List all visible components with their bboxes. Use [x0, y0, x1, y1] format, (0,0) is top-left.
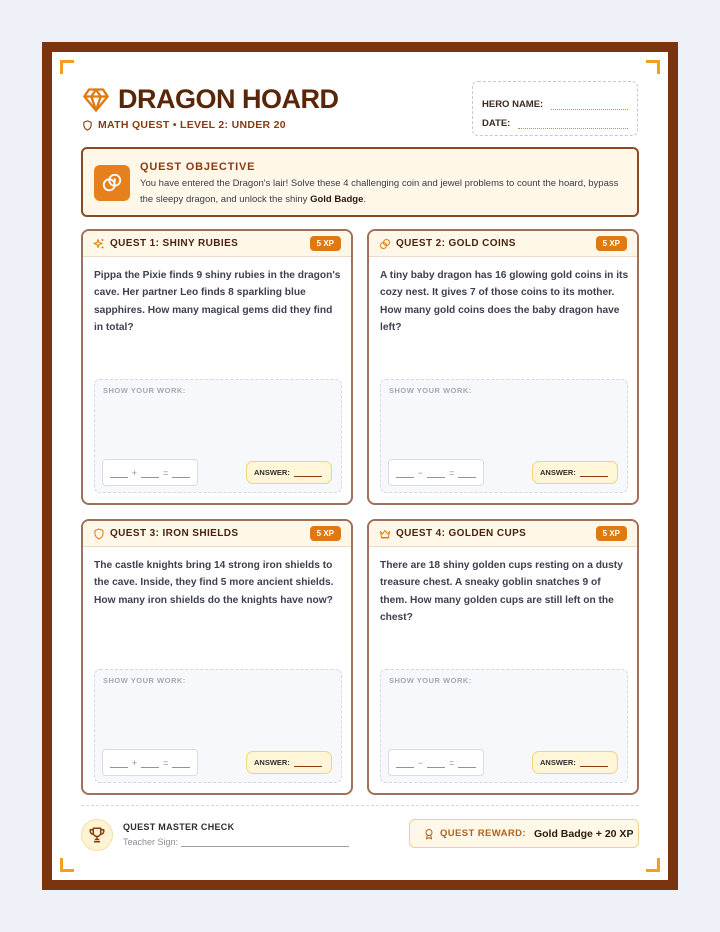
quest-title: QUEST 2: GOLD COINS — [396, 238, 516, 249]
objective-text — [140, 176, 630, 208]
work-label: SHOW YOUR WORK: — [103, 676, 186, 685]
equation-box — [102, 749, 198, 776]
teacher-sign-label: Teacher Sign: — [123, 837, 179, 847]
quest-card — [367, 229, 639, 505]
equals-sign: = — [449, 467, 455, 478]
answer-line[interactable] — [294, 469, 322, 477]
quest-title: QUEST 1: SHINY RUBIES — [110, 238, 239, 249]
quest-master-check-title: QUEST MASTER CHECK — [123, 822, 235, 832]
page-subtitle — [82, 119, 286, 131]
answer-box — [532, 751, 618, 774]
teacher-sign-field — [123, 837, 349, 847]
equation-blank[interactable] — [141, 758, 159, 768]
answer-box — [532, 461, 618, 484]
worksheet-frame — [42, 42, 678, 890]
quest-problem-text: A tiny baby dragon has 16 glowing gold coins in its cozy nest. It gives 7 of those coins to its mother. How many gold coins does the baby dragon have left? — [380, 270, 629, 334]
coins-icon — [101, 172, 123, 194]
answer-box — [246, 751, 332, 774]
work-label: SHOW YOUR WORK: — [103, 386, 186, 395]
equation-blank[interactable] — [458, 758, 476, 768]
equals-sign: = — [163, 467, 169, 478]
quest-problem-text: The castle knights bring 14 strong iron shields to the cave. Inside, they find 5 more ancient shields. How many iron shields do the knights have now? — [94, 560, 334, 606]
objective-title: QUEST OBJECTIVE — [140, 161, 256, 173]
equation-box — [102, 459, 198, 486]
work-label: SHOW YOUR WORK: — [389, 386, 472, 395]
operator-sign: + — [131, 757, 137, 768]
operator-sign: − — [417, 467, 423, 478]
work-area[interactable] — [94, 669, 342, 783]
equation-box — [388, 459, 484, 486]
equation-blank[interactable] — [458, 468, 476, 478]
xp-badge: 5 XP — [596, 526, 627, 541]
page-title: DRAGON HOARD — [118, 84, 339, 114]
medal-icon — [423, 828, 435, 840]
quest-card — [367, 519, 639, 795]
objective-icon — [94, 165, 130, 201]
answer-label: ANSWER: — [540, 468, 576, 477]
hero-name-line[interactable] — [551, 101, 628, 110]
hero-info-box — [472, 81, 638, 136]
coins-icon — [379, 238, 391, 250]
hero-name-label: HERO NAME: — [482, 99, 544, 110]
quest-card-header — [83, 231, 351, 257]
teacher-sign-line[interactable] — [181, 837, 349, 847]
reward-value: Gold Badge + 20 XP — [533, 827, 634, 840]
answer-label: ANSWER: — [254, 468, 290, 477]
equation-blank[interactable] — [110, 468, 128, 478]
work-area[interactable] — [94, 379, 342, 493]
corner-decoration — [60, 60, 74, 74]
crown-icon — [379, 528, 391, 540]
equation-blank[interactable] — [172, 468, 190, 478]
corner-decoration — [60, 858, 74, 872]
objective-highlight: Gold Badge — [310, 194, 364, 205]
equation-blank[interactable] — [427, 758, 445, 768]
sparkle-icon — [93, 238, 105, 250]
equation-blank[interactable] — [110, 758, 128, 768]
title-row — [82, 84, 339, 115]
xp-badge: 5 XP — [310, 236, 341, 251]
work-area[interactable] — [380, 379, 628, 493]
quest-title: QUEST 3: IRON SHIELDS — [110, 528, 239, 539]
corner-decoration — [646, 858, 660, 872]
operator-sign: + — [131, 467, 137, 478]
hero-name-field[interactable] — [482, 91, 628, 110]
quest-card-header — [369, 231, 637, 257]
equals-sign: = — [163, 757, 169, 768]
quest-problem-text: There are 18 shiny golden cups resting on a dusty treasure chest. A sneaky goblin snatches 9 of them. How many golden cups are still left on the chest? — [380, 560, 623, 624]
equation-blank[interactable] — [172, 758, 190, 768]
date-line[interactable] — [518, 120, 628, 129]
objective-text-end: . — [363, 194, 367, 205]
trophy-icon — [88, 826, 106, 844]
worksheet-paper — [52, 52, 668, 880]
objective-text-body: You have entered the Dragon's lair! Solve these 4 challenging coin and jewel problems to count the hoard, bypass the sleepy dragon, and unlock the shiny — [140, 178, 619, 205]
trophy-badge — [81, 819, 113, 851]
answer-line[interactable] — [580, 759, 608, 767]
corner-decoration — [646, 60, 660, 74]
quest-card-header — [369, 521, 637, 547]
answer-line[interactable] — [294, 759, 322, 767]
answer-label: ANSWER: — [540, 758, 576, 767]
equals-sign: = — [449, 757, 455, 768]
operator-sign: − — [417, 757, 423, 768]
quest-title: QUEST 4: GOLDEN CUPS — [396, 528, 527, 539]
answer-label: ANSWER: — [254, 758, 290, 767]
reward-label: QUEST REWARD: — [440, 828, 526, 839]
quest-reward-box — [409, 819, 639, 848]
equation-blank[interactable] — [141, 468, 159, 478]
answer-box — [246, 461, 332, 484]
date-field[interactable] — [482, 110, 628, 129]
work-area[interactable] — [380, 669, 628, 783]
answer-line[interactable] — [580, 469, 608, 477]
equation-blank[interactable] — [396, 758, 414, 768]
work-label: SHOW YOUR WORK: — [389, 676, 472, 685]
quest-card-header — [83, 521, 351, 547]
equation-blank[interactable] — [427, 468, 445, 478]
shield-icon — [82, 120, 93, 131]
xp-badge: 5 XP — [596, 236, 627, 251]
shield-icon — [93, 528, 105, 540]
gem-icon — [82, 86, 110, 114]
date-label: DATE: — [482, 118, 511, 129]
footer-divider — [81, 805, 639, 806]
xp-badge: 5 XP — [310, 526, 341, 541]
quest-card — [81, 519, 353, 795]
quest-card — [81, 229, 353, 505]
quest-objective-box — [81, 147, 639, 217]
quest-problem-text: Pippa the Pixie finds 9 shiny rubies in the dragon's cave. Her partner Leo finds 8 sparkling blue sapphires. How many magical gems did they find in total? — [94, 270, 341, 334]
subtitle-text: MATH QUEST • LEVEL 2: UNDER 20 — [98, 119, 286, 131]
equation-box — [388, 749, 484, 776]
equation-blank[interactable] — [396, 468, 414, 478]
